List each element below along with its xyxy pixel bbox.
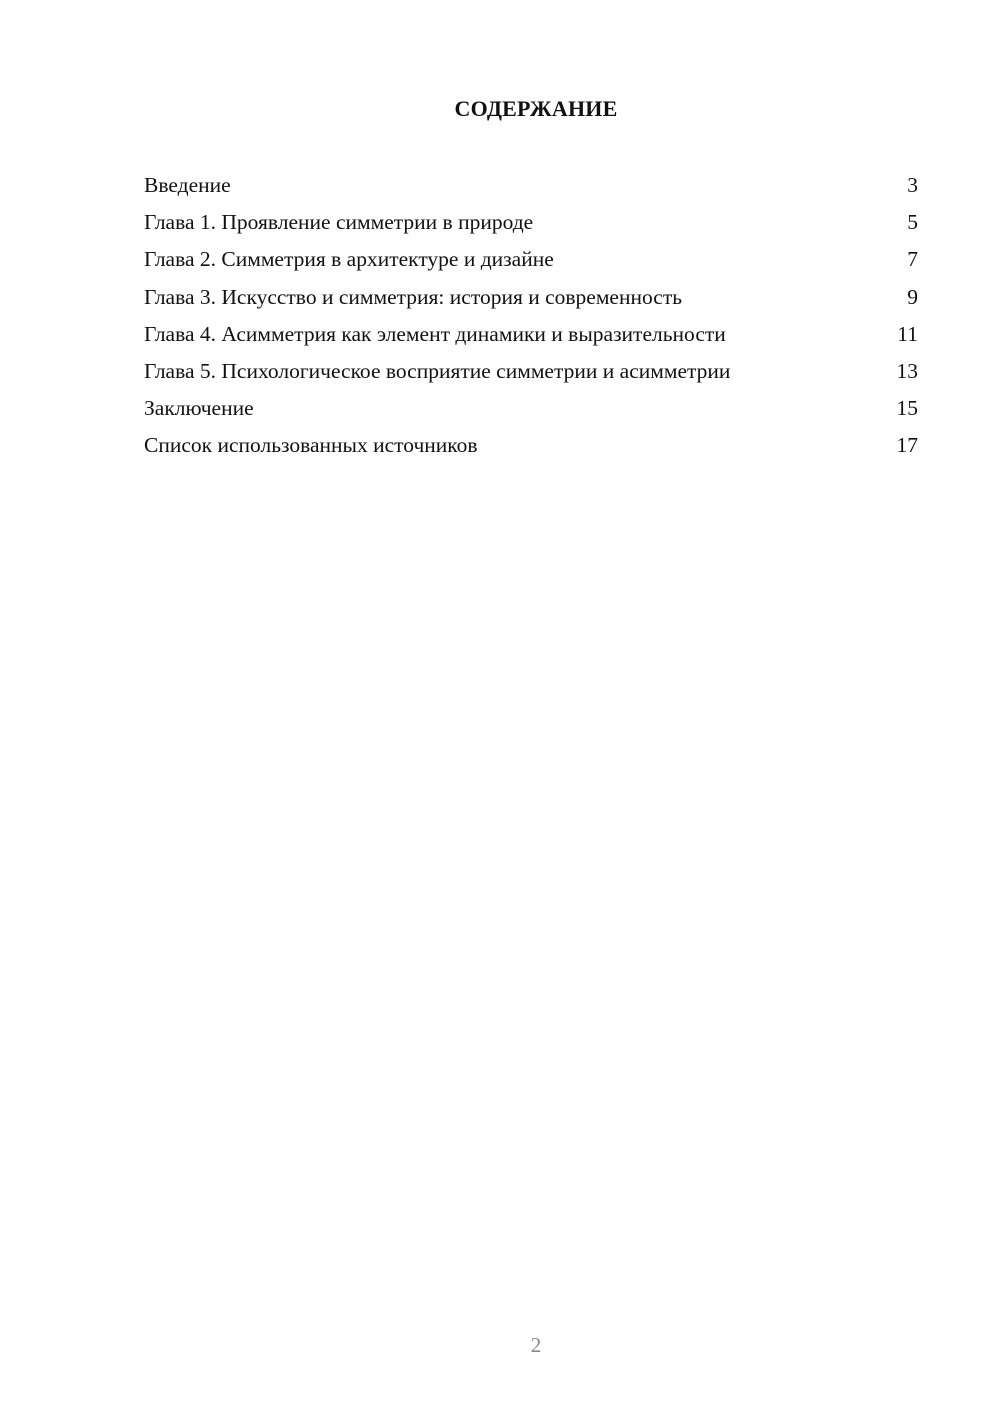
toc-entry-chapter-2[interactable] xyxy=(144,244,918,281)
toc-entry-label: Глава 1. Проявление симметрии в природе xyxy=(144,210,534,235)
toc-entry-page: 13 xyxy=(896,358,918,383)
toc-entry-introduction[interactable] xyxy=(144,170,918,207)
toc-entry-label: Список использованных источников xyxy=(144,433,478,458)
page-title: СОДЕРЖАНИЕ xyxy=(454,96,618,121)
toc-entry-chapter-1[interactable] xyxy=(144,207,918,244)
toc-entry-label: Глава 2. Симметрия в архитектуре и дизайне xyxy=(144,247,554,272)
table-of-contents xyxy=(144,170,918,468)
toc-entry-label: Глава 4. Асимметрия как элемент динамики и выразительности xyxy=(144,321,726,346)
toc-entry-references[interactable] xyxy=(144,430,918,467)
toc-entry-label: Глава 3. Искусство и симметрия: история и современность xyxy=(144,284,683,309)
toc-entry-page: 7 xyxy=(907,247,918,272)
toc-entry-chapter-3[interactable] xyxy=(144,282,918,319)
toc-entry-page: 5 xyxy=(907,210,918,235)
toc-entry-page: 11 xyxy=(897,321,918,346)
toc-entry-chapter-5[interactable] xyxy=(144,356,918,393)
toc-entry-label: Введение xyxy=(144,173,231,197)
page-number: 2 xyxy=(530,1333,542,1357)
toc-entry-page: 17 xyxy=(896,433,918,458)
toc-entry-conclusion[interactable] xyxy=(144,393,918,430)
toc-entry-chapter-4[interactable] xyxy=(144,319,918,356)
toc-entry-page: 15 xyxy=(896,396,918,421)
toc-entry-label: Глава 5. Психологическое восприятие симметрии и асимметрии xyxy=(144,358,731,383)
toc-entry-page: 3 xyxy=(907,173,918,197)
toc-entry-page: 9 xyxy=(907,284,918,309)
toc-entry-label: Заключение xyxy=(144,396,254,421)
